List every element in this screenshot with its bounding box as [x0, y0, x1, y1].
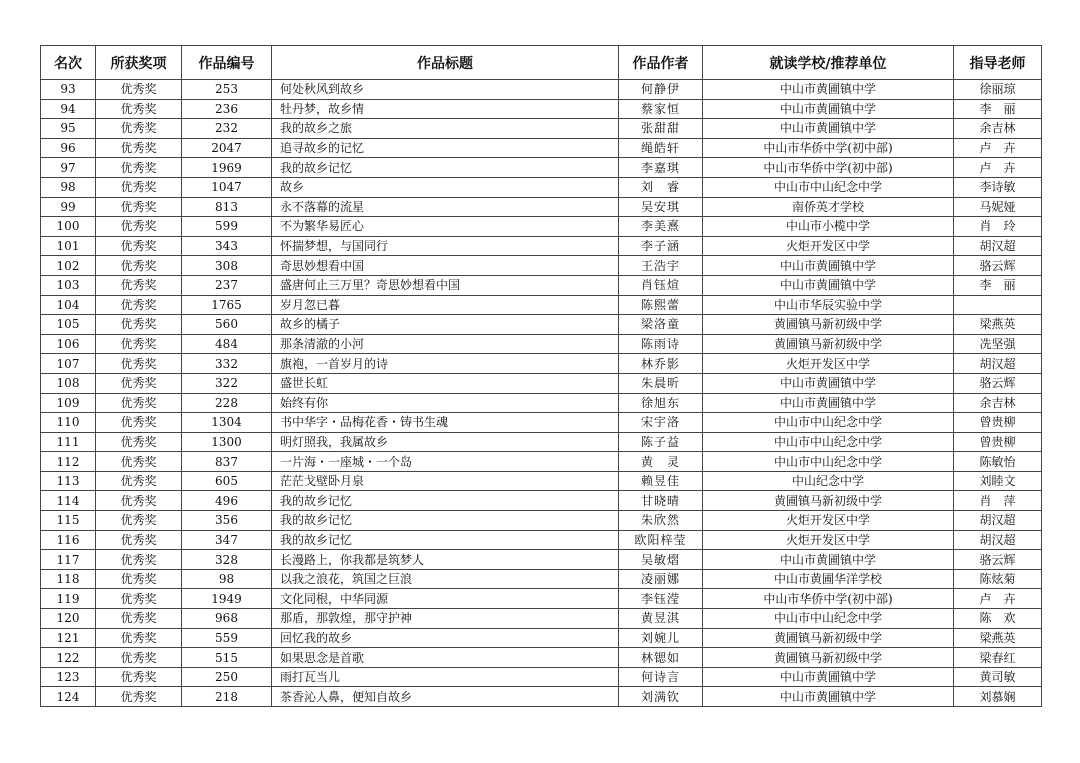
cell-school: 黄圃镇马新初级中学 [703, 648, 954, 668]
cell-rank: 93 [41, 80, 96, 100]
cell-author: 宋宇洛 [619, 413, 703, 433]
cell-teacher: 胡汉超 [954, 530, 1042, 550]
cell-teacher: 梁春红 [954, 648, 1042, 668]
table-row [41, 236, 1042, 256]
header-teacher: 指导老师 [954, 46, 1042, 80]
table-row [41, 432, 1042, 452]
cell-title: 始终有你 [272, 393, 619, 413]
cell-work-id: 813 [182, 197, 272, 217]
cell-rank: 109 [41, 393, 96, 413]
cell-work-id: 1047 [182, 177, 272, 197]
cell-title: 故乡的橘子 [272, 315, 619, 335]
table-row [41, 177, 1042, 197]
cell-author: 王浩宇 [619, 256, 703, 276]
cell-rank: 95 [41, 119, 96, 139]
cell-rank: 118 [41, 569, 96, 589]
cell-title: 我的故乡之旅 [272, 119, 619, 139]
cell-author: 何诗言 [619, 667, 703, 687]
cell-work-id: 1300 [182, 432, 272, 452]
header-row [41, 46, 1042, 80]
cell-rank: 114 [41, 491, 96, 511]
cell-work-id: 228 [182, 393, 272, 413]
cell-title: 故乡 [272, 177, 619, 197]
cell-award: 优秀奖 [96, 471, 182, 491]
cell-author: 凌丽娜 [619, 569, 703, 589]
cell-author: 黄昱淇 [619, 609, 703, 629]
cell-teacher: 冼坚强 [954, 334, 1042, 354]
cell-award: 优秀奖 [96, 138, 182, 158]
cell-author: 吴敏熠 [619, 550, 703, 570]
cell-school: 黄圃镇马新初级中学 [703, 334, 954, 354]
table-row [41, 99, 1042, 119]
cell-rank: 108 [41, 373, 96, 393]
cell-work-id: 332 [182, 354, 272, 374]
cell-rank: 107 [41, 354, 96, 374]
cell-award: 优秀奖 [96, 511, 182, 531]
cell-award: 优秀奖 [96, 217, 182, 237]
cell-teacher: 卢 卉 [954, 138, 1042, 158]
cell-work-id: 98 [182, 569, 272, 589]
cell-school: 中山市中山纪念中学 [703, 609, 954, 629]
table-row [41, 413, 1042, 433]
cell-school: 中山市华辰实验中学 [703, 295, 954, 315]
cell-school: 火炬开发区中学 [703, 530, 954, 550]
cell-title: 盛世长虹 [272, 373, 619, 393]
cell-author: 朱欣然 [619, 511, 703, 531]
cell-rank: 97 [41, 158, 96, 178]
cell-work-id: 253 [182, 80, 272, 100]
cell-school: 中山市黄圃镇中学 [703, 256, 954, 276]
cell-rank: 117 [41, 550, 96, 570]
cell-school: 黄圃镇马新初级中学 [703, 491, 954, 511]
cell-school: 中山市黄圃镇中学 [703, 550, 954, 570]
cell-school: 黄圃镇马新初级中学 [703, 628, 954, 648]
cell-award: 优秀奖 [96, 648, 182, 668]
cell-award: 优秀奖 [96, 373, 182, 393]
cell-teacher: 肖 玲 [954, 217, 1042, 237]
cell-teacher: 梁燕英 [954, 315, 1042, 335]
cell-teacher: 刘睦文 [954, 471, 1042, 491]
table-row [41, 648, 1042, 668]
table-row [41, 687, 1042, 707]
cell-work-id: 1949 [182, 589, 272, 609]
table-row [41, 530, 1042, 550]
cell-rank: 122 [41, 648, 96, 668]
cell-title: 我的故乡记忆 [272, 491, 619, 511]
cell-rank: 98 [41, 177, 96, 197]
cell-author: 赖昱佳 [619, 471, 703, 491]
cell-author: 刘婉儿 [619, 628, 703, 648]
cell-author: 刘满钦 [619, 687, 703, 707]
header-rank: 名次 [41, 46, 96, 80]
cell-rank: 105 [41, 315, 96, 335]
cell-teacher: 胡汉超 [954, 236, 1042, 256]
table-row [41, 80, 1042, 100]
cell-school: 中山市中山纪念中学 [703, 177, 954, 197]
cell-award: 优秀奖 [96, 275, 182, 295]
cell-author: 肖钰煊 [619, 275, 703, 295]
cell-school: 中山市黄圃镇中学 [703, 275, 954, 295]
cell-title: 文化同根，中华同源 [272, 589, 619, 609]
cell-award: 优秀奖 [96, 177, 182, 197]
cell-work-id: 236 [182, 99, 272, 119]
cell-title: 何处秋风到故乡 [272, 80, 619, 100]
cell-award: 优秀奖 [96, 80, 182, 100]
cell-work-id: 496 [182, 491, 272, 511]
cell-school: 中山纪念中学 [703, 471, 954, 491]
cell-award: 优秀奖 [96, 334, 182, 354]
cell-school: 火炬开发区中学 [703, 236, 954, 256]
cell-rank: 103 [41, 275, 96, 295]
cell-school: 中山市华侨中学(初中部) [703, 589, 954, 609]
cell-teacher: 陈敏怡 [954, 452, 1042, 472]
cell-teacher: 胡汉超 [954, 511, 1042, 531]
cell-teacher: 余吉林 [954, 393, 1042, 413]
cell-work-id: 237 [182, 275, 272, 295]
table-row [41, 256, 1042, 276]
cell-school: 中山市中山纪念中学 [703, 452, 954, 472]
table-row [41, 491, 1042, 511]
cell-teacher: 曾贵柳 [954, 432, 1042, 452]
cell-rank: 94 [41, 99, 96, 119]
cell-work-id: 559 [182, 628, 272, 648]
cell-title: 永不落幕的流星 [272, 197, 619, 217]
cell-award: 优秀奖 [96, 491, 182, 511]
cell-rank: 116 [41, 530, 96, 550]
cell-school: 火炬开发区中学 [703, 511, 954, 531]
cell-work-id: 968 [182, 609, 272, 629]
table-row [41, 373, 1042, 393]
cell-teacher: 马妮娅 [954, 197, 1042, 217]
cell-teacher: 骆云辉 [954, 550, 1042, 570]
cell-award: 优秀奖 [96, 99, 182, 119]
cell-title: 茶香沁人鼻，便知自故乡 [272, 687, 619, 707]
cell-rank: 113 [41, 471, 96, 491]
cell-award: 优秀奖 [96, 432, 182, 452]
cell-author: 蔡家恒 [619, 99, 703, 119]
table-row [41, 550, 1042, 570]
cell-rank: 101 [41, 236, 96, 256]
cell-rank: 96 [41, 138, 96, 158]
cell-author: 欧阳梓莹 [619, 530, 703, 550]
cell-school: 中山市华侨中学(初中部) [703, 158, 954, 178]
cell-school: 中山市黄圃镇中学 [703, 373, 954, 393]
cell-author: 林锶如 [619, 648, 703, 668]
cell-work-id: 343 [182, 236, 272, 256]
cell-author: 朱晨昕 [619, 373, 703, 393]
cell-award: 优秀奖 [96, 256, 182, 276]
header-work-id: 作品编号 [182, 46, 272, 80]
cell-school: 中山市黄圃镇中学 [703, 687, 954, 707]
cell-school: 中山市华侨中学(初中部) [703, 138, 954, 158]
cell-teacher: 骆云辉 [954, 373, 1042, 393]
cell-work-id: 1969 [182, 158, 272, 178]
table-row [41, 589, 1042, 609]
cell-rank: 115 [41, 511, 96, 531]
table-row [41, 511, 1042, 531]
cell-work-id: 605 [182, 471, 272, 491]
cell-title: 牡丹梦，故乡情 [272, 99, 619, 119]
cell-rank: 111 [41, 432, 96, 452]
cell-title: 回忆我的故乡 [272, 628, 619, 648]
cell-rank: 99 [41, 197, 96, 217]
cell-teacher: 徐丽琼 [954, 80, 1042, 100]
cell-work-id: 599 [182, 217, 272, 237]
cell-school: 中山市黄圃镇中学 [703, 667, 954, 687]
cell-title: 追寻故乡的记忆 [272, 138, 619, 158]
cell-award: 优秀奖 [96, 530, 182, 550]
cell-title: 我的故乡记忆 [272, 511, 619, 531]
cell-work-id: 484 [182, 334, 272, 354]
cell-author: 何静伊 [619, 80, 703, 100]
cell-work-id: 1765 [182, 295, 272, 315]
cell-rank: 123 [41, 667, 96, 687]
cell-award: 优秀奖 [96, 413, 182, 433]
header-author: 作品作者 [619, 46, 703, 80]
cell-award: 优秀奖 [96, 687, 182, 707]
cell-award: 优秀奖 [96, 667, 182, 687]
cell-work-id: 322 [182, 373, 272, 393]
table-row [41, 158, 1042, 178]
cell-school: 中山市中山纪念中学 [703, 432, 954, 452]
cell-author: 张甜甜 [619, 119, 703, 139]
cell-author: 李钰滢 [619, 589, 703, 609]
cell-author: 李嘉琪 [619, 158, 703, 178]
cell-title: 我的故乡记忆 [272, 158, 619, 178]
cell-award: 优秀奖 [96, 628, 182, 648]
cell-title: 以我之浪花，筑国之巨浪 [272, 569, 619, 589]
cell-rank: 110 [41, 413, 96, 433]
cell-title: 长漫路上，你我都是筑梦人 [272, 550, 619, 570]
cell-school: 南侨英才学校 [703, 197, 954, 217]
cell-title: 盛唐何止三万里？奇思妙想看中国 [272, 275, 619, 295]
cell-school: 中山市黄圃华洋学校 [703, 569, 954, 589]
cell-work-id: 232 [182, 119, 272, 139]
cell-work-id: 347 [182, 530, 272, 550]
cell-award: 优秀奖 [96, 197, 182, 217]
cell-author: 李美熹 [619, 217, 703, 237]
table-body [41, 80, 1042, 707]
awards-table [40, 45, 1042, 707]
cell-teacher: 黄司敏 [954, 667, 1042, 687]
cell-teacher: 卢 卉 [954, 589, 1042, 609]
cell-author: 陈熙蕾 [619, 295, 703, 315]
table-row [41, 275, 1042, 295]
cell-author: 黄 灵 [619, 452, 703, 472]
cell-title: 那盾，那敦煌，那守护神 [272, 609, 619, 629]
cell-award: 优秀奖 [96, 236, 182, 256]
table-row [41, 569, 1042, 589]
cell-rank: 100 [41, 217, 96, 237]
cell-award: 优秀奖 [96, 119, 182, 139]
cell-rank: 112 [41, 452, 96, 472]
cell-teacher: 刘慕娴 [954, 687, 1042, 707]
header-title: 作品标题 [272, 46, 619, 80]
cell-work-id: 1304 [182, 413, 272, 433]
cell-award: 优秀奖 [96, 589, 182, 609]
cell-work-id: 560 [182, 315, 272, 335]
cell-title: 我的故乡记忆 [272, 530, 619, 550]
header-school: 就读学校/推荐单位 [703, 46, 954, 80]
cell-title: 那条清澈的小河 [272, 334, 619, 354]
cell-title: 不为繁华易匠心 [272, 217, 619, 237]
cell-rank: 102 [41, 256, 96, 276]
cell-rank: 119 [41, 589, 96, 609]
cell-school: 火炬开发区中学 [703, 354, 954, 374]
table-row [41, 197, 1042, 217]
table-row [41, 119, 1042, 139]
cell-work-id: 218 [182, 687, 272, 707]
table-row [41, 393, 1042, 413]
cell-author: 梁洛童 [619, 315, 703, 335]
table-row [41, 628, 1042, 648]
cell-title: 奇思妙想看中国 [272, 256, 619, 276]
cell-author: 李子涵 [619, 236, 703, 256]
cell-teacher: 肖 萍 [954, 491, 1042, 511]
cell-school: 中山市黄圃镇中学 [703, 99, 954, 119]
cell-work-id: 308 [182, 256, 272, 276]
cell-work-id: 250 [182, 667, 272, 687]
table-row [41, 609, 1042, 629]
cell-school: 中山市黄圃镇中学 [703, 119, 954, 139]
table-row [41, 138, 1042, 158]
cell-author: 吴安琪 [619, 197, 703, 217]
cell-teacher: 李 丽 [954, 275, 1042, 295]
cell-school: 黄圃镇马新初级中学 [703, 315, 954, 335]
cell-award: 优秀奖 [96, 550, 182, 570]
cell-rank: 120 [41, 609, 96, 629]
cell-teacher [954, 295, 1042, 315]
header-award: 所获奖项 [96, 46, 182, 80]
table-row [41, 295, 1042, 315]
cell-author: 甘晓晴 [619, 491, 703, 511]
cell-teacher: 李 丽 [954, 99, 1042, 119]
cell-teacher: 卢 卉 [954, 158, 1042, 178]
cell-work-id: 356 [182, 511, 272, 531]
cell-title: 岁月忽已暮 [272, 295, 619, 315]
cell-award: 优秀奖 [96, 158, 182, 178]
cell-award: 优秀奖 [96, 295, 182, 315]
cell-teacher: 胡汉超 [954, 354, 1042, 374]
table-row [41, 452, 1042, 472]
cell-title: 如果思念是首歌 [272, 648, 619, 668]
cell-school: 中山市黄圃镇中学 [703, 80, 954, 100]
cell-award: 优秀奖 [96, 569, 182, 589]
cell-title: 一片海・一座城・一个岛 [272, 452, 619, 472]
table-row [41, 334, 1042, 354]
cell-work-id: 515 [182, 648, 272, 668]
cell-title: 茫茫戈壁卧月泉 [272, 471, 619, 491]
cell-author: 陈子益 [619, 432, 703, 452]
cell-rank: 106 [41, 334, 96, 354]
cell-award: 优秀奖 [96, 452, 182, 472]
cell-teacher: 梁燕英 [954, 628, 1042, 648]
table-row [41, 217, 1042, 237]
cell-rank: 121 [41, 628, 96, 648]
cell-school: 中山市中山纪念中学 [703, 413, 954, 433]
cell-teacher: 余吉林 [954, 119, 1042, 139]
cell-work-id: 837 [182, 452, 272, 472]
cell-award: 优秀奖 [96, 315, 182, 335]
table-row [41, 354, 1042, 374]
table-row [41, 471, 1042, 491]
cell-title: 旗袍，一首岁月的诗 [272, 354, 619, 374]
cell-author: 陈雨诗 [619, 334, 703, 354]
cell-author: 绳皓轩 [619, 138, 703, 158]
cell-school: 中山市小榄中学 [703, 217, 954, 237]
cell-rank: 104 [41, 295, 96, 315]
cell-author: 刘 睿 [619, 177, 703, 197]
cell-teacher: 李诗敏 [954, 177, 1042, 197]
cell-award: 优秀奖 [96, 393, 182, 413]
cell-award: 优秀奖 [96, 609, 182, 629]
cell-title: 怀揣梦想，与国同行 [272, 236, 619, 256]
cell-award: 优秀奖 [96, 354, 182, 374]
cell-author: 林乔影 [619, 354, 703, 374]
table-row [41, 667, 1042, 687]
table-header [41, 46, 1042, 80]
cell-title: 书中华字・品梅花香・铸书生魂 [272, 413, 619, 433]
cell-title: 雨打瓦当儿 [272, 667, 619, 687]
cell-work-id: 2047 [182, 138, 272, 158]
table-row [41, 315, 1042, 335]
cell-title: 明灯照我，我属故乡 [272, 432, 619, 452]
cell-author: 徐旭东 [619, 393, 703, 413]
cell-teacher: 陈炫菊 [954, 569, 1042, 589]
cell-teacher: 骆云辉 [954, 256, 1042, 276]
cell-teacher: 陈 欢 [954, 609, 1042, 629]
cell-rank: 124 [41, 687, 96, 707]
cell-work-id: 328 [182, 550, 272, 570]
cell-school: 中山市黄圃镇中学 [703, 393, 954, 413]
cell-teacher: 曾贵柳 [954, 413, 1042, 433]
